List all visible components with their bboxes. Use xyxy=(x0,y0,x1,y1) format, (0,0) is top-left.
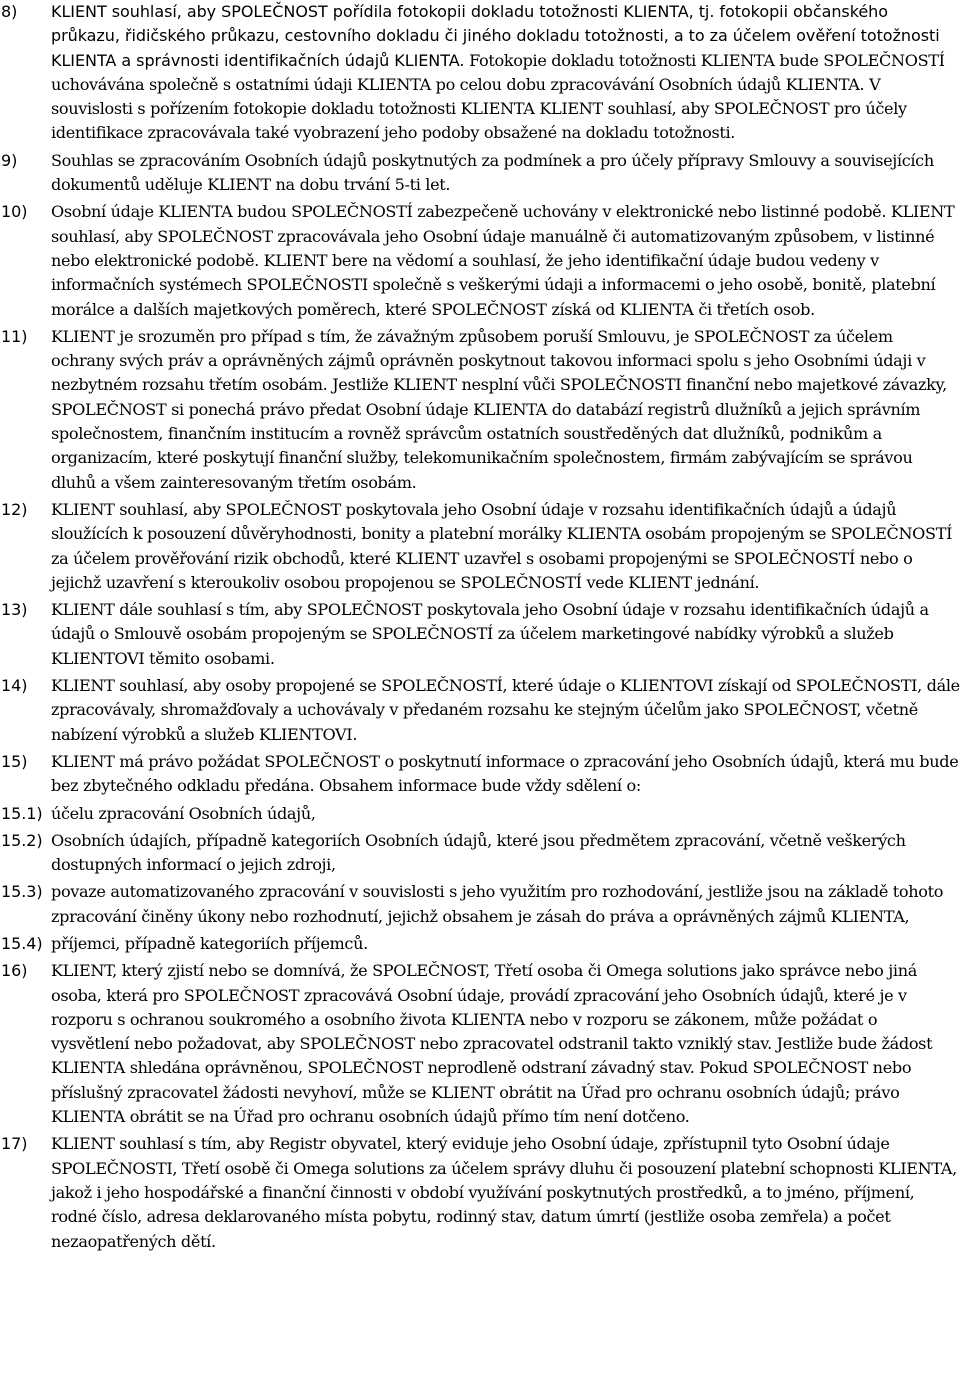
clause-text-part-sans: KLIENT souhlasí, aby SPOLEČNOST pořídila fotokopii dokladu totožnosti KLIENTA, tj. fotokopii občanského průkazu, řidičského průkazu, cestovního dokladu či jiného dokladu totožnosti, a to za účelem ověření totožnosti KLIENTA a správnosti identifikačních údajů KLIENTA. xyxy=(51,2,940,70)
clause-12 xyxy=(0,498,960,595)
clause-number: 16) xyxy=(1,961,28,981)
clause-number: 10) xyxy=(1,202,28,222)
clause-17 xyxy=(0,1132,960,1253)
clause-text: Osobní údaje KLIENTA budou SPOLEČNOSTÍ zabezpečeně uchovány v elektronické nebo listinné podobě. KLIENT souhlasí, aby SPOLEČNOST zpracovávala jeho Osobní údaje manuálně či automatizovaným způsobem, v listinné nebo elektronické podobě. KLIENT bere na vědomí a souhlasí, že jeho identifikační údaje budou vedeny v informačních systémech SPOLEČNOSTI společně s veškerými údaji a informacemi o jeho osobě, bonitě, platební morálce a dalších majetkových poměrech, které SPOLEČNOST získá od KLIENTA či třetích osob. xyxy=(51,202,955,319)
clause-8 xyxy=(0,0,960,146)
clause-text xyxy=(51,0,960,146)
clause-9 xyxy=(0,149,960,198)
clause-10 xyxy=(0,200,960,321)
clause-number: 15.2) xyxy=(1,830,43,850)
clause-text: příjemci, případně kategoriích příjemců. xyxy=(51,933,368,953)
clause-text: KLIENT souhlasí, aby osoby propojené se SPOLEČNOSTÍ, které údaje o KLIENTOVI získají od SPOLEČNOSTI, dále zpracovávaly, shromažďovaly a uchovávaly v předaném rozsahu ke stejným účelům jako SPOLEČNOST, včetně nabízení výrobků a služeb KLIENTOVI. xyxy=(51,676,960,744)
clause-text: Osobních údajích, případně kategoriích Osobních údajů, které jsou předmětem zpracování, včetně veškerých dostupných informací o jejich zdroji, xyxy=(51,830,906,875)
clause-text: KLIENT souhlasí s tím, aby Registr obyvatel, který eviduje jeho Osobní údaje, zpřístupnil tyto Osobní údaje SPOLEČNOSTI, Třetí osobě či Omega solutions za účelem správy dluhu či posouzení platební schopnosti KLIENTA, jakož i jeho hospodářské a finanční činnosti v období využívání poskytnutých prostředků, a to jméno, příjmení, rodné číslo, adresa deklarovaného místa pobytu, rodinný stav, datum úmrtí (jestliže osoba zemřela) a počet nezaopatřených dětí. xyxy=(51,1134,957,1251)
clause-text: KLIENT má právo požádat SPOLEČNOST o poskytnutí informace o zpracování jeho Osobních údajů, která mu bude bez zbytečného odkladu předána. Obsahem informace bude vždy sdělení o: xyxy=(51,751,959,796)
clause-text: Souhlas se zpracováním Osobních údajů poskytnutých za podmínek a pro účely přípravy Smlouvy a souvisejících dokumentů uděluje KLIENT na dobu trvání 5-ti let. xyxy=(51,150,934,195)
clause-number: 12) xyxy=(1,499,28,519)
clause-number: 15) xyxy=(1,751,28,771)
clause-number: 8) xyxy=(1,2,18,21)
clause-number: 13) xyxy=(1,600,28,620)
clause-15-1 xyxy=(0,802,960,826)
clause-text: povaze automatizovaného zpracování v souvislosti s jeho využitím pro rozhodování, jestliže jsou na základě tohoto zpracování činěny úkony nebo rozhodnutí, jejichž obsahem je zásah do práva a oprávněných zájmů KLIENTA, xyxy=(51,882,944,926)
clause-15-2 xyxy=(0,829,960,878)
clause-11 xyxy=(0,325,960,495)
clause-text: KLIENT souhlasí, aby SPOLEČNOST poskytovala jeho Osobní údaje v rozsahu identifikačních údajů a údajů sloužících k posouzení důvěryhodnosti, bonity a platební morálky KLIENTA osobám propojeným se SPOLEČNOSTÍ za účelem prověřování rizik obchodů, které KLIENT uzavřel s osobami propojenými se SPOLEČNOSTÍ nebo o jejichž uzavření s kteroukoliv osobou propojenou se SPOLEČNOSTÍ vede KLIENT jednání. xyxy=(51,499,953,592)
clause-number: 11) xyxy=(1,326,28,346)
clause-text: KLIENT dále souhlasí s tím, aby SPOLEČNOST poskytovala jeho Osobní údaje v rozsahu identifikačních údajů a údajů o Smlouvě osobám propojeným se SPOLEČNOSTÍ za účelem marketingové nabídky výrobků a služeb KLIENTOVI těmito osobami. xyxy=(51,600,929,668)
clause-15-4 xyxy=(0,932,960,956)
clause-14 xyxy=(0,674,960,747)
clause-number: 15.1) xyxy=(1,803,43,823)
clause-number: 9) xyxy=(1,150,18,170)
clause-text: KLIENT je srozuměn pro případ s tím, že závažným způsobem poruší Smlouvu, je SPOLEČNOST za účelem ochrany svých práv a oprávněných zájmů oprávněn poskytnout takovou informaci spolu s jeho Osobními údaji v nezbytném rozsahu třetím osobám. Jestliže KLIENT nesplní vůči SPOLEČNOSTI finanční nebo majetkové závazky, SPOLEČNOST si ponechá právo předat Osobní údaje KLIENTA do databází registrů dlužníků a jejich správním společnostem, finančním institucím a rovněž správcům ostatních soustředěných dat dlužníků, podnikům a organizacím, které poskytují finanční služby, telekomunikačním společnostem, firmám zabývajícím se správou dluhů a všem zainteresovaným třetím osobám. xyxy=(51,326,947,492)
clause-15 xyxy=(0,750,960,799)
clause-number: 14) xyxy=(1,676,28,696)
clause-number: 15.4) xyxy=(1,933,43,953)
clause-number: 17) xyxy=(1,1134,28,1154)
clause-13 xyxy=(0,598,960,671)
clause-16 xyxy=(0,959,960,1129)
clause-15-3 xyxy=(0,880,960,929)
clause-text: účelu zpracování Osobních údajů, xyxy=(51,803,316,823)
clause-number: 15.3) xyxy=(1,882,43,902)
clause-text-part-serif: Fotokopie dokladu totožnosti KLIENTA bude SPOLEČNOSTÍ uchovávána společně s ostatními údaji KLIENTA po celou dobu zpracovávání Osobních údajů KLIENTA. V souvislosti s pořízením fotokopie dokladu totožnosti KLIENTA KLIENT souhlasí, aby SPOLEČNOST pro účely identifikace zpracovávala také vyobrazení jeho podoby obsažené na dokladu totožnosti. xyxy=(51,50,945,143)
clause-text: KLIENT, který zjistí nebo se domnívá, že SPOLEČNOST, Třetí osoba či Omega solutions jako správce nebo jiná osoba, která pro SPOLEČNOST zpracovává Osobní údaje, provádí zpracování jeho Osobních údajů, které je v rozporu s ochranou soukromého a osobního života KLIENTA nebo v rozporu se zákonem, může požádat o vysvětlení nebo požadovat, aby SPOLEČNOST nebo zpracovatel odstranil takto vzniklý stav. Jestliže bude žádost KLIENTA shledána oprávněnou, SPOLEČNOST neprodleně odstraní závadný stav. Pokud SPOLEČNOST nebo příslušný zpracovatel žádosti nevyhoví, může se KLIENT obrátit na Úřad pro ochranu osobních údajů; právo KLIENTA obrátit se na Úřad pro ochranu osobních údajů přímo tím není dotčeno. xyxy=(51,961,933,1127)
